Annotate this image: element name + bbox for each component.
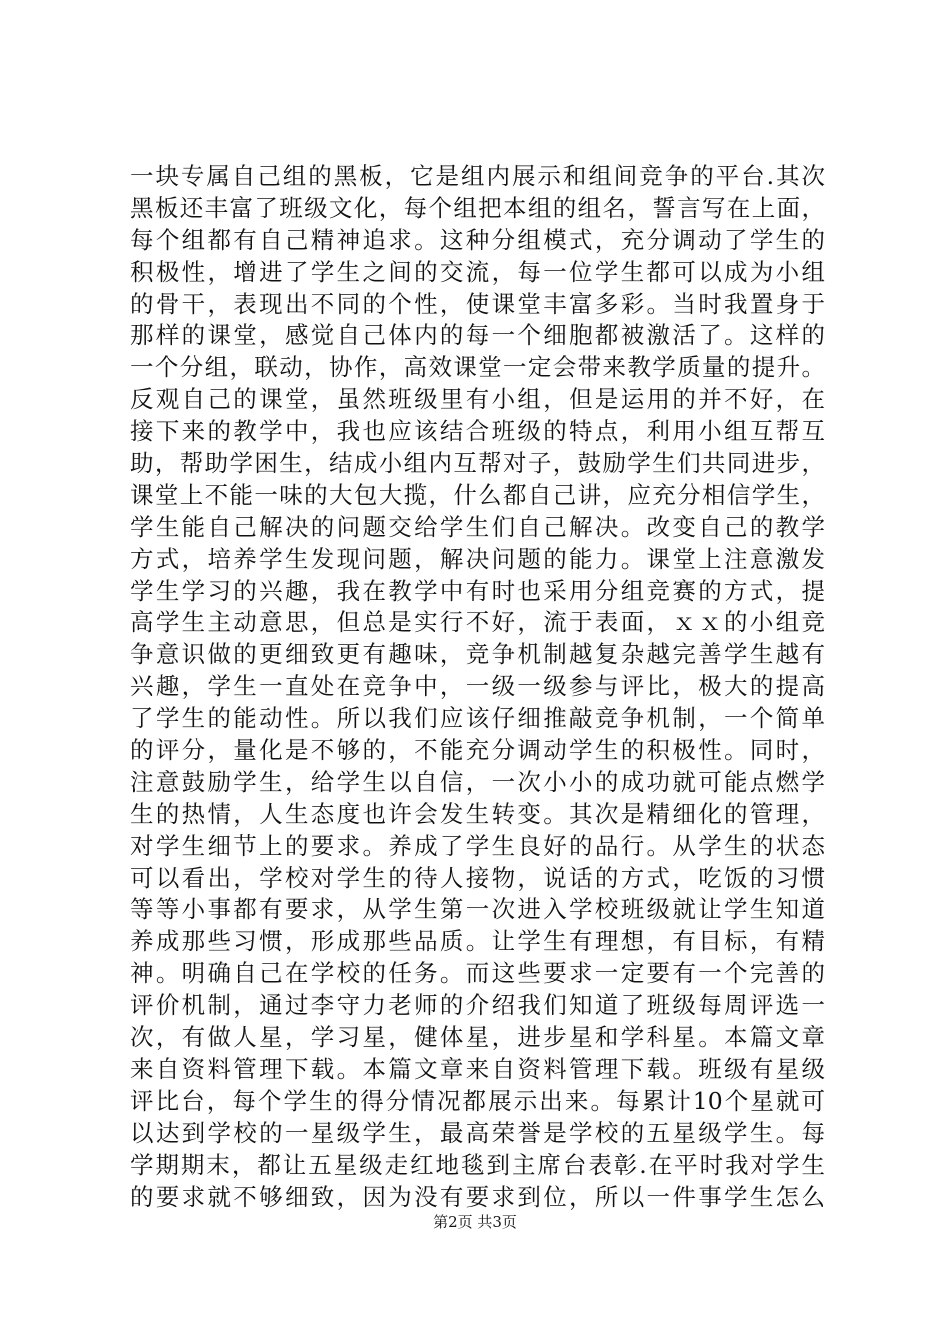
text-line: 接下来的教学中，我也应该结合班级的特点，利用小组互帮互 [130, 417, 825, 446]
text-line: 注意鼓励学生，给学生以自信，一次小小的成功就可能点燃学 [130, 767, 825, 796]
text-line: 生的热情，人生态度也许会发生转变。其次是精细化的管理， [130, 799, 825, 828]
text-line: 争意识做的更细致更有趣味，竞争机制越复杂越完善学生越有 [130, 640, 825, 669]
text-line: 高学生主动意思，但总是实行不好，流于表面，ｘｘ的小组竞 [130, 608, 825, 637]
text-line: 一块专属自己组的黑板，它是组内展示和组间竞争的平台.其次 [130, 162, 825, 190]
text-line: 学生能自己解决的问题交给学生们自己解决。改变自己的教学 [130, 512, 825, 541]
text-line: 神。明确自己在学校的任务。而这些要求一定要有一个完善的 [130, 959, 825, 988]
text-line: 评价机制，通过李守力老师的介绍我们知道了班级每周评选一 [130, 991, 825, 1020]
page-number-footer: 第2页 共3页 [433, 1213, 517, 1231]
text-line: 方式，培养学生发现问题，解决问题的能力。课堂上注意激发 [130, 544, 825, 573]
text-line: 课堂上不能一味的大包大揽，什么都自己讲，应充分相信学生， [130, 480, 825, 509]
text-line: 养成那些习惯，形成那些品质。让学生有理想，有目标，有精 [130, 927, 825, 956]
text-line: 可以看出，学校对学生的待人接物，说话的方式，吃饭的习惯 [130, 863, 825, 892]
text-line: 等等小事都有要求，从学生第一次进入学校班级就让学生知道 [130, 895, 825, 924]
text-line: 一个分组，联动，协作，高效课堂一定会带来教学质量的提升。 [130, 353, 825, 382]
text-line: 那样的课堂，感觉自己体内的每一个细胞都被激活了。这样的 [130, 321, 825, 350]
text-line: 每个组都有自己精神追求。这种分组模式，充分调动了学生的 [130, 225, 825, 254]
text-line: 对学生细节上的要求。养成了学生良好的品行。从学生的状态 [130, 831, 825, 860]
text-line: 了学生的能动性。所以我们应该仔细推敲竞争机制，一个简单 [130, 704, 825, 733]
text-line: 反观自己的课堂，虽然班级里有小组，但是运用的并不好，在 [130, 385, 825, 414]
text-line: 助，帮助学困生，结成小组内互帮对子，鼓励学生们共同进步， [130, 449, 825, 478]
text-line: 的要求就不够细致，因为没有要求到位，所以一件事学生怎么 [130, 1182, 825, 1211]
body-text [130, 161, 825, 1213]
text-line: 兴趣，学生一直处在竞争中，一级一级参与评比，极大的提高 [130, 672, 825, 701]
text-line: 学期期末，都让五星级走红地毯到主席台表彰.在平时我对学生 [130, 1150, 825, 1179]
text-line: 以达到学校的一星级学生，最高荣誉是学校的五星级学生。每 [130, 1118, 825, 1147]
text-line: 评比台，每个学生的得分情况都展示出来。每累计10个星就可 [130, 1086, 825, 1115]
text-line: 的骨干，表现出不同的个性，使课堂丰富多彩。当时我置身于 [130, 289, 825, 318]
text-line: 次，有做人星，学习星，健体星，进步星和学科星。本篇文章 [130, 1023, 825, 1052]
text-line: 积极性，增进了学生之间的交流，每一位学生都可以成为小组 [130, 257, 825, 286]
text-line: 的评分，量化是不够的，不能充分调动学生的积极性。同时， [130, 736, 825, 765]
text-line: 黑板还丰富了班级文化，每个组把本组的组名，誓言写在上面， [130, 193, 825, 222]
text-line: 来自资料管理下载。本篇文章来自资料管理下载。班级有星级 [130, 1054, 825, 1083]
text-line: 学生学习的兴趣，我在教学中有时也采用分组竞赛的方式，提 [130, 576, 825, 605]
